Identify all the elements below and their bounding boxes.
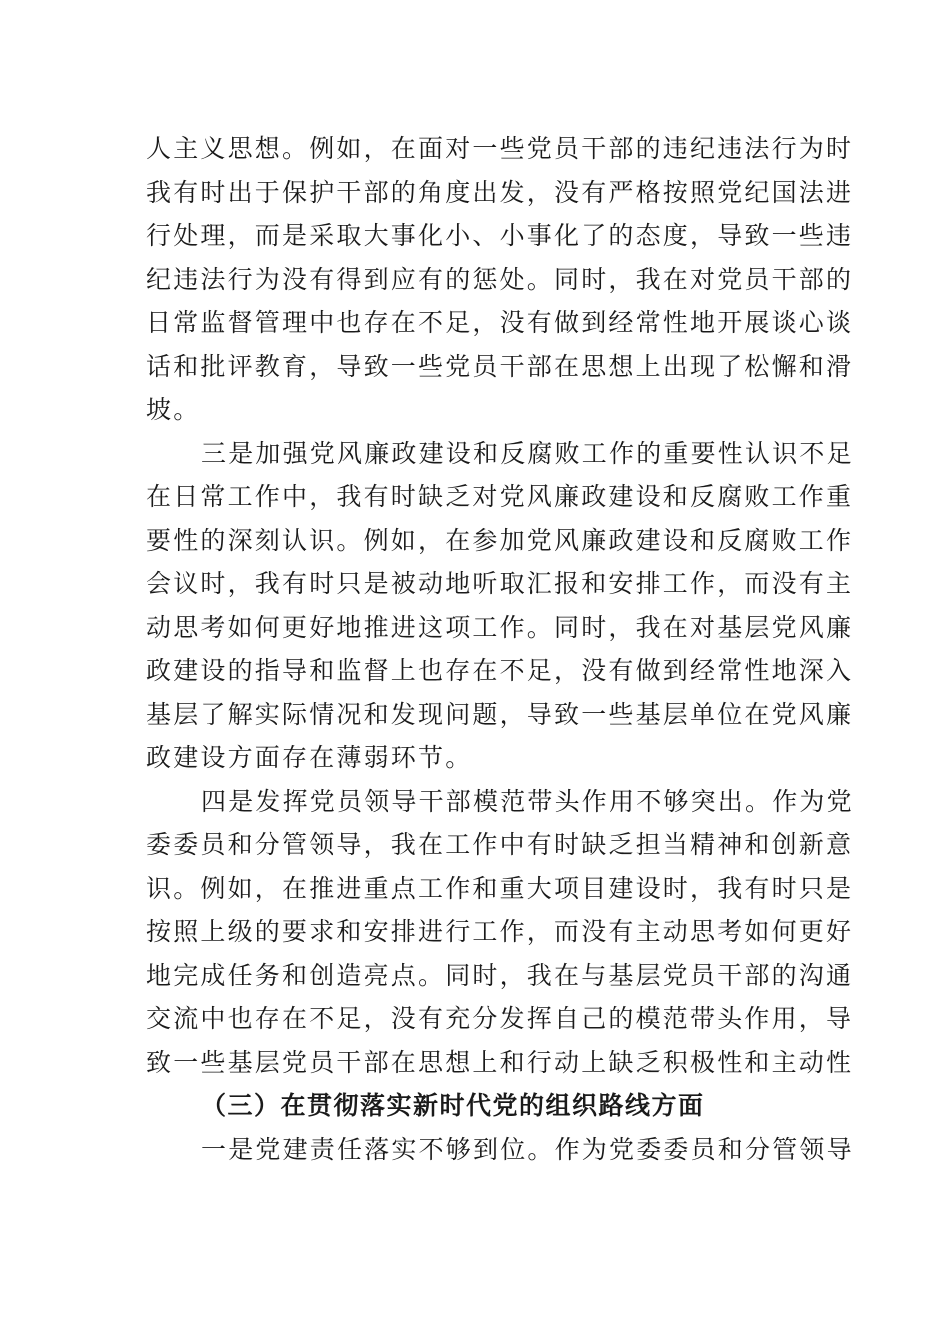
text-line: 会议时，我有时只是被动地听取汇报和安排工作，而没有主: [146, 569, 854, 598]
text-line: 日常监督管理中也存在不足，没有做到经常性地开展谈心谈: [146, 308, 854, 337]
text-line: 基层了解实际情况和发现问题，导致一些基层单位在党风廉: [146, 699, 854, 729]
text-line: 我有时出于保护干部的角度出发，没有严格按照党纪国法进: [146, 177, 854, 207]
text-line: 纪违法行为没有得到应有的惩处。同时，我在对党员干部的: [146, 264, 854, 294]
paragraph-start-line: 三是加强党风廉政建设和反腐败工作的重要性认识不足: [201, 438, 854, 468]
text-line: 地完成任务和创造亮点。同时，我在与基层党员干部的沟通: [146, 960, 854, 990]
text-line: 话和批评教育，导致一些党员干部在思想上出现了松懈和滑: [146, 351, 854, 381]
body-text: [146, 127, 854, 1171]
paragraph-start-line: 四是发挥党员领导干部模范带头作用不够突出。作为党: [201, 786, 854, 816]
text-line: 委委员和分管领导，我在工作中有时缺乏担当精神和创新意: [146, 830, 854, 859]
text-line: 要性的深刻认识。例如，在参加党风廉政建设和反腐败工作: [146, 525, 854, 555]
paragraph-start-line: 一是党建责任落实不够到位。作为党委委员和分管领导: [201, 1134, 854, 1164]
text-line: 在日常工作中，我有时缺乏对党风廉政建设和反腐败工作重: [146, 482, 854, 511]
text-line: 政建设方面存在薄弱环节。: [146, 743, 473, 772]
section-heading: （三）在贯彻落实新时代党的组织路线方面: [201, 1091, 705, 1120]
text-line: 坡。: [146, 395, 201, 424]
text-line: 人主义思想。例如，在面对一些党员干部的违纪违法行为时: [146, 134, 854, 163]
text-line: 行处理，而是采取大事化小、小事化了的态度，导致一些违: [146, 221, 854, 250]
text-line: 交流中也存在不足，没有充分发挥自己的模范带头作用，导: [146, 1004, 854, 1033]
text-line: 政建设的指导和监督上也存在不足，没有做到经常性地深入: [146, 656, 854, 685]
text-line: 致一些基层党员干部在思想上和行动上缺乏积极性和主动性: [146, 1047, 854, 1077]
text-line: 动思考如何更好地推进这项工作。同时，我在对基层党风廉: [146, 612, 854, 642]
text-line: 识。例如，在推进重点工作和重大项目建设时，我有时只是: [146, 873, 854, 903]
text-line: 按照上级的要求和安排进行工作，而没有主动思考如何更好: [146, 917, 854, 946]
